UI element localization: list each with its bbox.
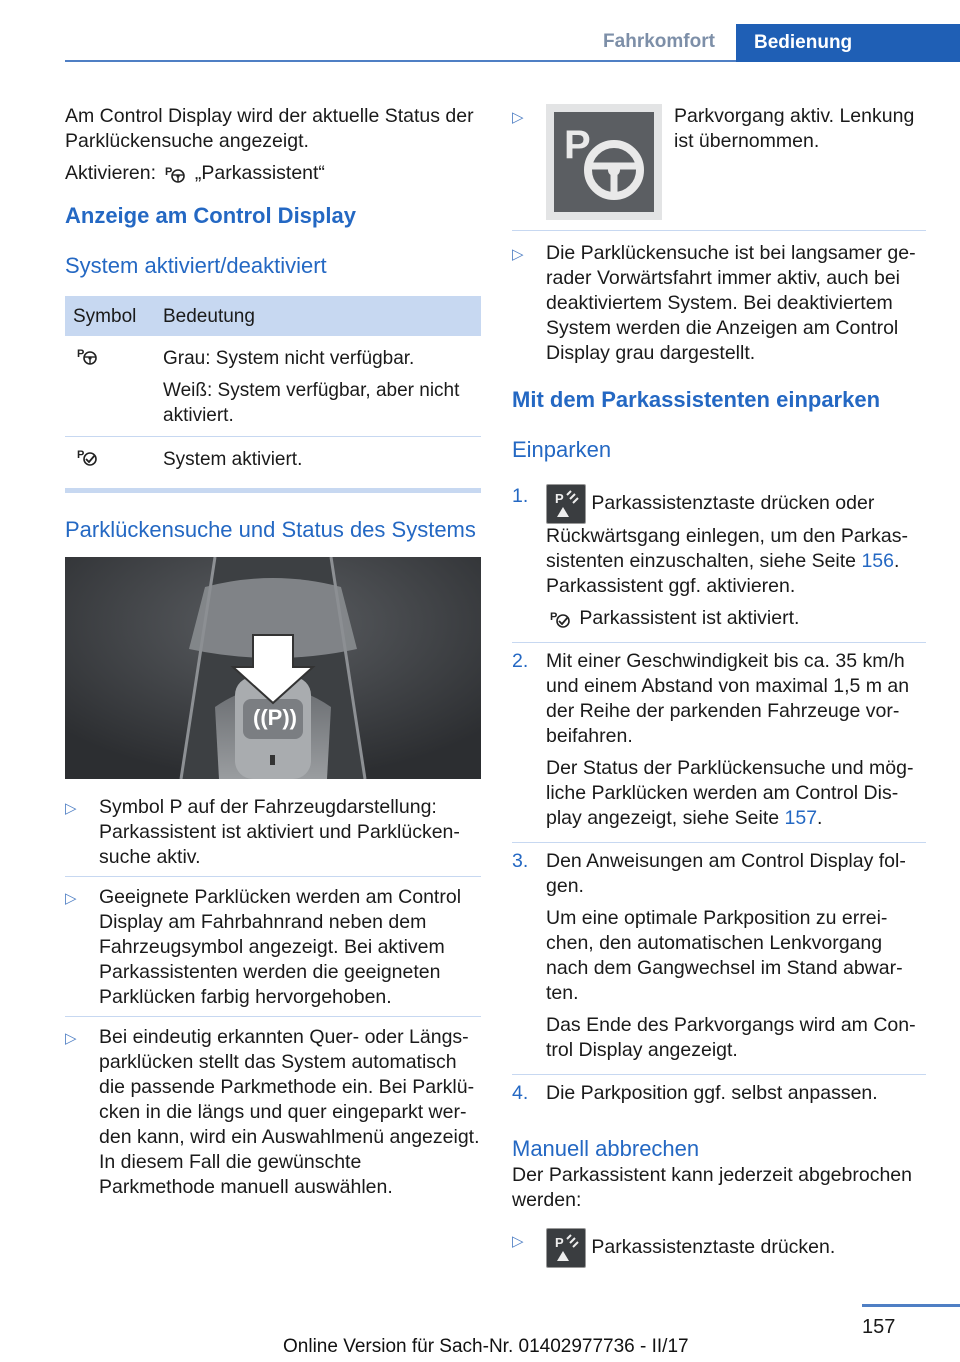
list-item: ▷ Bei eindeutig erkannten Quer- oder Längsparklücken stellt das System automatisch die passende Parkmethode ein. Bei Parklücken in die längs und quer eingeparkt werden kann, wird ein Auswahlmenü angezeigt. In diesem Fall die gewünschte Parkmethode manuell auswählen. bbox=[65, 1026, 480, 1198]
triangle-bullet-icon: ▷ bbox=[65, 1030, 77, 1047]
abort-text: Der Parkassistent kann jederzeit abgebrochen werden: bbox=[512, 1164, 912, 1211]
triangle-bullet-icon: ▷ bbox=[65, 800, 77, 817]
list-item: ▷ P Parkassistenztaste drücken. bbox=[512, 1220, 926, 1274]
footer-rule bbox=[862, 1304, 960, 1307]
svg-text:((P)): ((P)) bbox=[253, 705, 297, 730]
park-assist-icon bbox=[161, 164, 189, 184]
symbol-table bbox=[65, 296, 481, 493]
list-item: ▷ Die Parklückensuche ist bei langsamer gerader Vorwärtsfahrt immer aktiv, auch bei deaktiviertem System. Bei deaktiviertem System werden die Anzeigen am Control Display grau dargestellt. bbox=[512, 242, 916, 364]
park-assist-icon bbox=[73, 346, 101, 366]
triangle-bullet-icon: ▷ bbox=[512, 246, 524, 263]
svg-text:P: P bbox=[165, 165, 173, 178]
svg-text:P: P bbox=[564, 123, 591, 167]
heading-manuell-abbrechen: Manuell abbrechen bbox=[512, 1136, 700, 1161]
heading-parkluecken-status: Parklückensuche und Status des Systems bbox=[65, 517, 476, 542]
left-column bbox=[65, 104, 481, 1206]
status-bullets bbox=[65, 787, 481, 1206]
page-link-157[interactable]: 157 bbox=[784, 807, 818, 829]
step-3: 3. Den Anweisungen am Control Display folgen. Um eine optimale Parkposition zu erreichen, den automatischen Lenkvorgang nach dem Gangwechsel im Stand abwarten. Das Ende des Parkvorgangs wird am Control Display angezeigt. bbox=[512, 843, 926, 1075]
step-2: 2. Mit einer Geschwindigkeit bis ca. 35 km/h und einem Abstand von maximal 1,5 m an der Reihe der parkenden Fahrzeuge vorbeifahren. Der Status der Parklückensuche und mögliche Parklücken werden am Control Display angezeigt, siehe Seite 157. bbox=[512, 643, 926, 843]
table-cell: Weiß: System verfügbar, aber nicht aktiviert. bbox=[163, 380, 460, 426]
page-link-156[interactable]: 156 bbox=[861, 550, 894, 572]
park-assist-button-icon bbox=[546, 1228, 586, 1268]
step-4: 4. Die Parkposition ggf. selbst anpassen. bbox=[512, 1082, 878, 1104]
park-assist-active-icon bbox=[73, 447, 101, 467]
heading-anzeige: Anzeige am Control Display bbox=[65, 203, 356, 228]
svg-text:P: P bbox=[555, 1235, 564, 1250]
list-item: ▷ Symbol P auf der Fahrzeugdarstellung: Parkassistent ist aktiviert und Parklückensuche aktiv. bbox=[65, 787, 481, 877]
table-cell: Grau: System nicht verfügbar. bbox=[163, 348, 415, 369]
table-row bbox=[65, 336, 481, 437]
list-item: ▷ P Parkvorgang aktiv. Lenkung ist übernommen. bbox=[512, 104, 926, 231]
table-header-symbol: Symbol bbox=[65, 296, 155, 336]
activate-line: Aktivieren: P „Parkassistent“ bbox=[65, 162, 325, 184]
control-display-illustration bbox=[65, 557, 481, 779]
triangle-bullet-icon: ▷ bbox=[512, 1233, 524, 1250]
svg-text:P: P bbox=[550, 610, 558, 623]
svg-text:P: P bbox=[555, 491, 564, 506]
park-assist-button-icon bbox=[546, 484, 586, 524]
heading-system-status: System aktiviert/deaktiviert bbox=[65, 253, 327, 278]
intro-text: Am Control Display wird der aktuelle Status der Parklückensuche angezeigt. bbox=[65, 105, 474, 152]
park-steering-active-icon bbox=[546, 104, 662, 220]
triangle-bullet-icon: ▷ bbox=[512, 109, 524, 126]
table-row bbox=[65, 437, 481, 491]
triangle-bullet-icon: ▷ bbox=[65, 890, 77, 907]
heading-einparken: Einparken bbox=[512, 437, 612, 462]
header-tab-fahrkomfort[interactable]: Fahrkomfort bbox=[603, 31, 715, 52]
svg-text:P: P bbox=[77, 348, 85, 360]
table-cell: System aktiviert. bbox=[155, 437, 481, 491]
park-assist-active-icon bbox=[546, 609, 574, 629]
right-column bbox=[512, 104, 926, 1274]
step-1: 1. P Parkassistenztaste drücken oder Rückwärtsgang einlegen, um den Parkassistenten einzuschalten, siehe Seite 156. Parkassistent ggf. aktivieren. P Parkassistent ist aktiviert. bbox=[512, 478, 926, 643]
table-header-meaning: Bedeutung bbox=[155, 296, 481, 336]
footer-text: Online Version für Sach-Nr. 01402977736 - II/17 bbox=[283, 1336, 689, 1357]
page-number: 157 bbox=[862, 1316, 896, 1338]
heading-einparken-assist: Mit dem Parkassistenten einparken bbox=[512, 387, 881, 412]
header-tab-bedienung[interactable]: Bedienung bbox=[736, 24, 960, 62]
svg-text:P: P bbox=[77, 449, 85, 461]
list-item: ▷ Geeignete Parklücken werden am Control Display am Fahrbahnrand neben dem Fahrzeugsymbol angezeigt. Bei aktivem Parkassistenten werden die geeigneten Parklücken farbig hervorgehoben. bbox=[65, 877, 481, 1017]
